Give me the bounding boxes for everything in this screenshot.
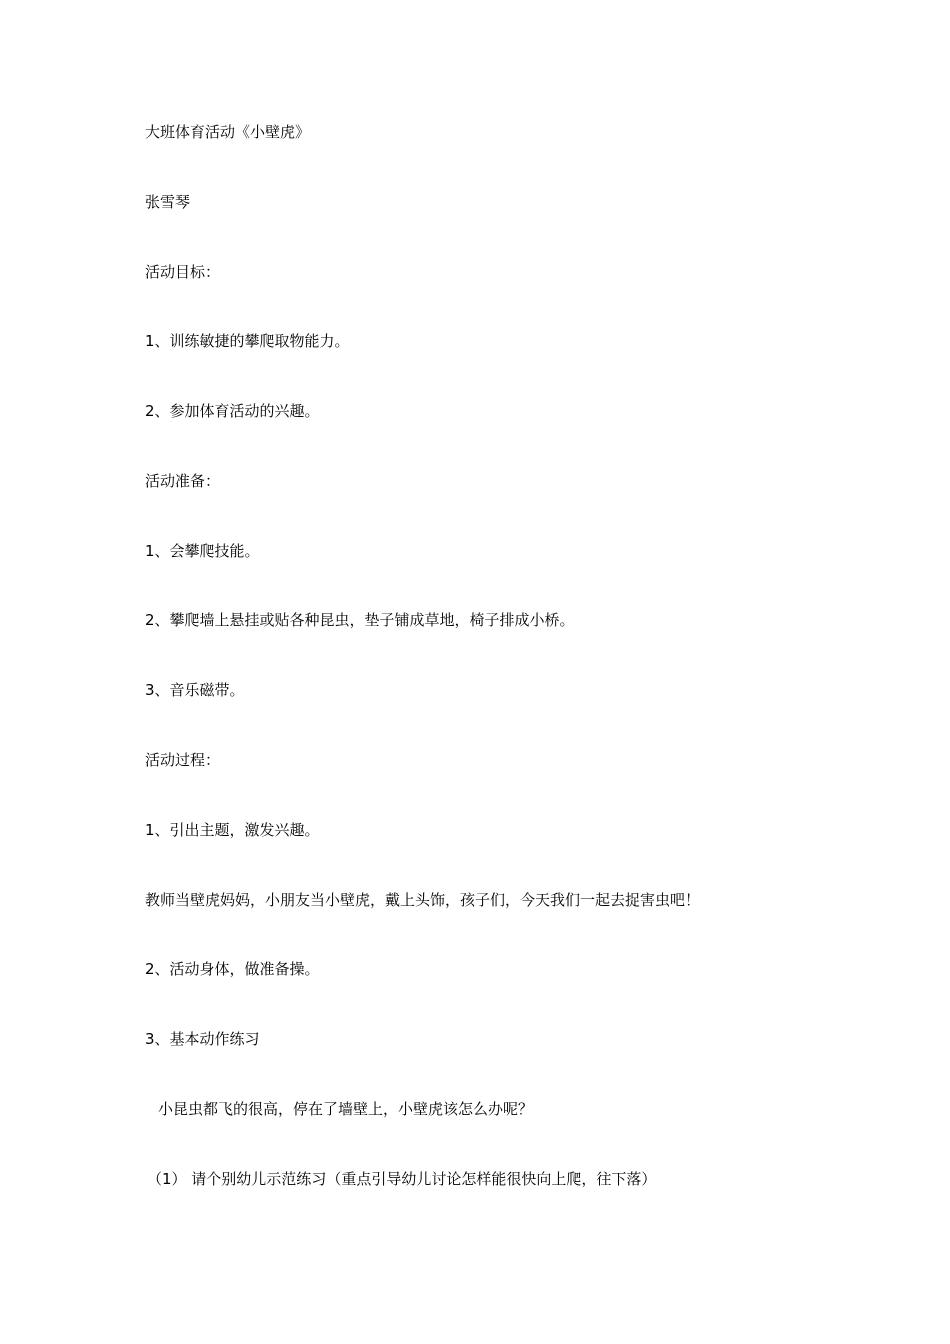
prep-item-2: 2、攀爬墙上悬挂或贴各种昆虫，垫子铺成草地，椅子排成小桥。: [145, 611, 575, 629]
document-title: 大班体育活动《小壁虎》: [145, 123, 311, 141]
process-item-3-subitem-1: （1） 请个别幼儿示范练习（重点引导幼儿讨论怎样能很快向上爬，往下落）: [147, 1170, 657, 1188]
prep-item-1: 1、会攀爬技能。: [145, 542, 260, 560]
document-author: 张雪琴: [145, 193, 191, 211]
goal-item-2: 2、参加体育活动的兴趣。: [145, 402, 320, 420]
section-heading-process: 活动过程：: [145, 751, 221, 769]
process-item-1: 1、引出主题，激发兴趣。: [145, 821, 320, 839]
section-heading-goals: 活动目标：: [145, 263, 221, 281]
process-item-3-text: 小昆虫都飞的很高，停在了墙壁上，小壁虎该怎么办呢？: [158, 1100, 534, 1118]
process-item-3: 3、基本动作练习: [145, 1030, 260, 1048]
prep-item-3: 3、音乐磁带。: [145, 681, 245, 699]
section-heading-preparation: 活动准备：: [145, 472, 221, 490]
process-item-2: 2、活动身体，做准备操。: [145, 960, 320, 978]
goal-item-1: 1、训练敏捷的攀爬取物能力。: [145, 332, 350, 350]
process-item-1-text: 教师当壁虎妈妈，小朋友当小壁虎，戴上头饰，孩子们，今天我们一起去捉害虫吧！: [145, 891, 701, 909]
